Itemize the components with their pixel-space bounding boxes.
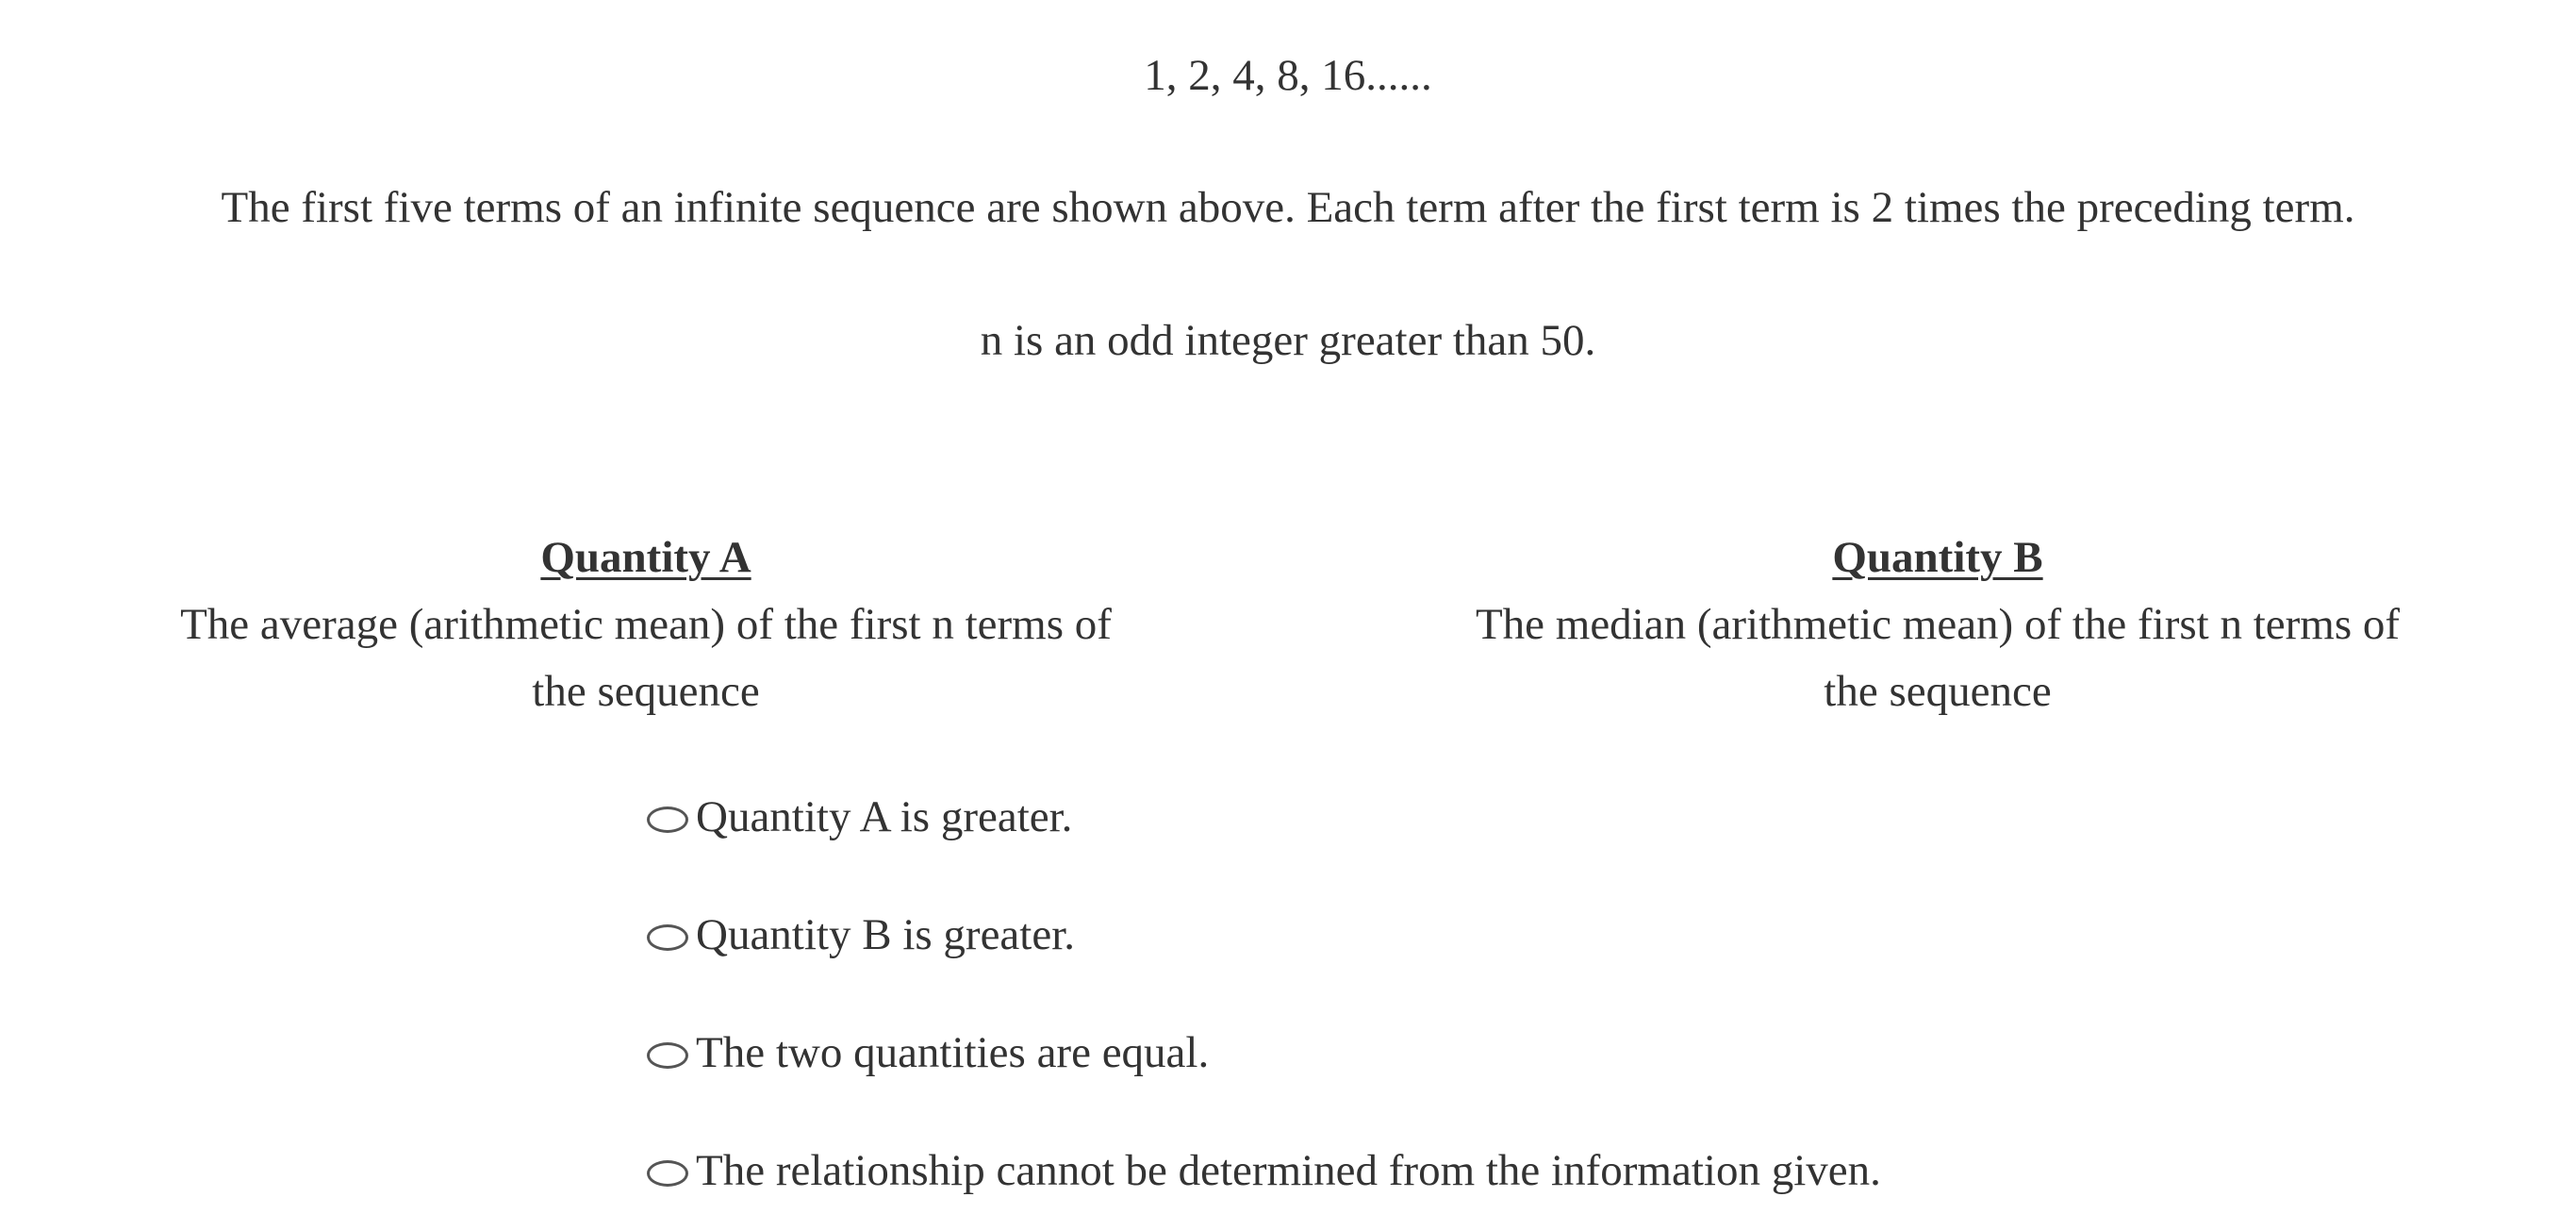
answer-choice-d[interactable] — [647, 1142, 1881, 1199]
radio-button-icon[interactable] — [647, 1042, 688, 1069]
answer-choice-c[interactable] — [647, 1024, 1881, 1081]
quantity-a-text-line2: the sequence — [532, 667, 760, 716]
answer-choice-b[interactable] — [647, 906, 1881, 963]
radio-button-icon[interactable] — [647, 1160, 688, 1187]
sequence-text: 1, 2, 4, 8, 16...... — [1144, 51, 1432, 100]
quantity-b-heading: Quantity B — [1832, 533, 2043, 582]
quantity-a-heading: Quantity A — [540, 533, 751, 582]
question-description: The first five terms of an infinite sequence are shown above. Each term after the first term is 2 times the preceding term. — [221, 183, 2355, 232]
radio-button-icon[interactable] — [647, 924, 688, 951]
answer-choice-label[interactable]: The relationship cannot be determined from the information given. — [696, 1146, 1881, 1195]
question-condition: n is an odd integer greater than 50. — [980, 316, 1596, 365]
answer-choice-label[interactable]: The two quantities are equal. — [696, 1028, 1210, 1077]
answer-choices — [647, 789, 1881, 1214]
quantity-a-text-line1: The average (arithmetic mean) of the first n terms of — [180, 600, 1112, 649]
answer-choice-a[interactable] — [647, 789, 1881, 845]
radio-button-icon[interactable] — [647, 807, 688, 833]
quantity-b-text-line1: The median (arithmetic mean) of the first n terms of — [1475, 600, 2401, 649]
answer-choice-label[interactable]: Quantity B is greater. — [696, 910, 1076, 959]
quantity-b-text-line2: the sequence — [1824, 667, 2052, 716]
answer-choice-label[interactable]: Quantity A is greater. — [696, 792, 1073, 841]
quantity-a-column — [160, 524, 1131, 725]
quantity-b-column — [1452, 524, 2423, 725]
